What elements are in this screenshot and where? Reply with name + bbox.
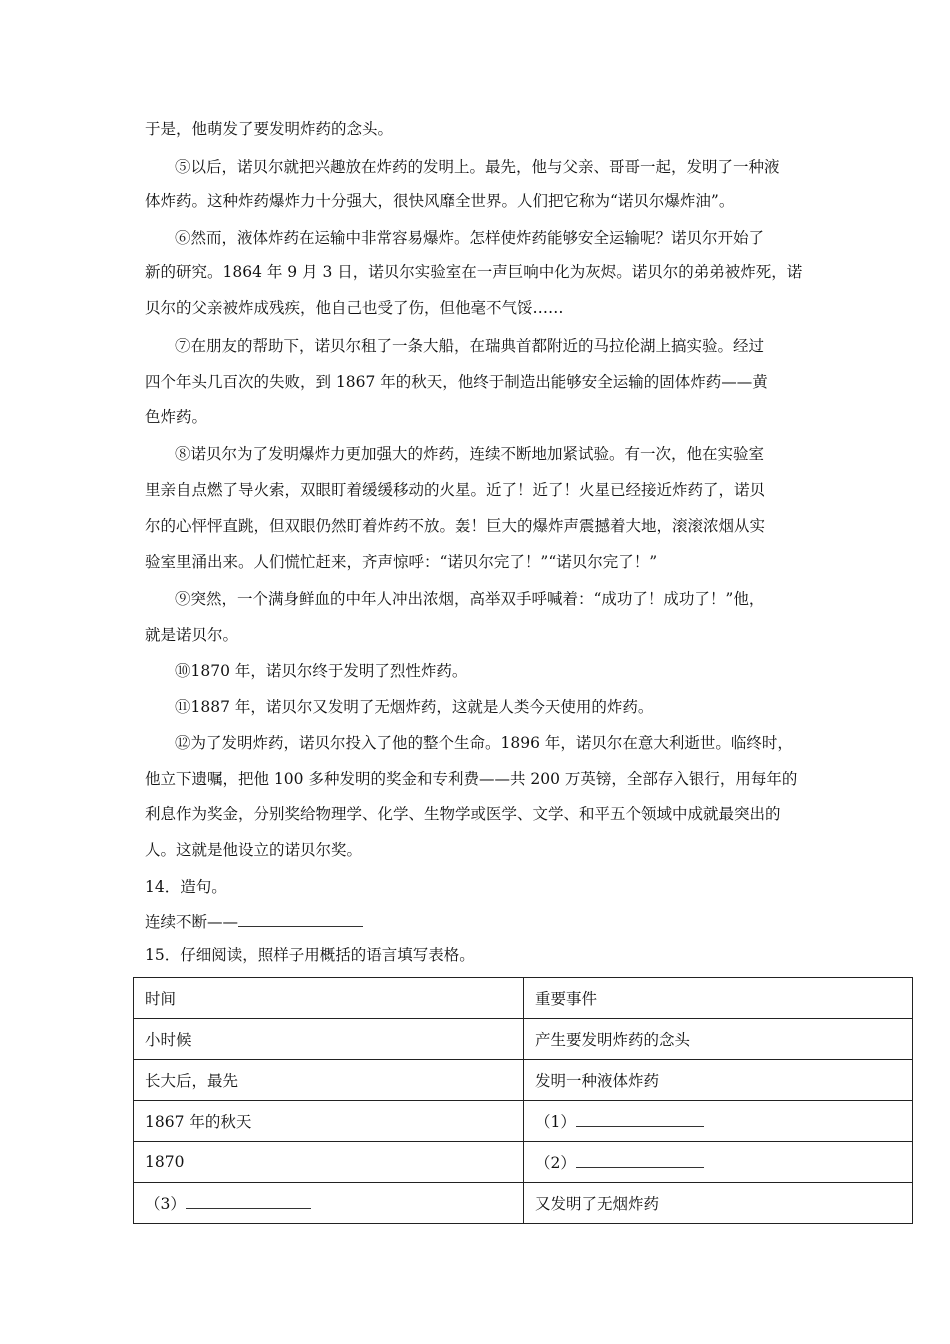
cell-time: 1867 年的秋天: [134, 1101, 524, 1142]
blank-1-label: （1）: [535, 1113, 576, 1131]
question-14-title: 14．造句。: [145, 878, 227, 896]
passage-paragraph-10: ⑩1870 年，诺贝尔终于发明了烈性炸药。: [175, 662, 468, 680]
question-15-title: 15．仔细阅读，照样子用概括的语言填写表格。: [145, 946, 475, 964]
passage-line: 利息作为奖金，分别奖给物理学、化学、生物学或医学、文学、和平五个领域中成就最突出的: [145, 805, 781, 823]
passage-line: 他立下遗嘱，把他 100 多种发明的奖金和专利费——共 200 万英镑，全部存入银行，用每年的: [145, 770, 798, 788]
events-table: [133, 977, 913, 1224]
passage-line: 于是，他萌发了要发明炸药的念头。: [145, 120, 394, 138]
question-14-answer-blank[interactable]: [238, 912, 363, 927]
passage-paragraph-9: ⑨突然，一个满身鲜血的中年人冲出浓烟，高举双手呼喊着：“成功了！成功了！”他，: [175, 590, 765, 608]
cell-time: 小时候: [134, 1019, 524, 1060]
blank-3-label: （3）: [145, 1195, 186, 1213]
table-row: [134, 1019, 913, 1060]
cell-event-blank-1: [524, 1101, 913, 1142]
header-time: 时间: [134, 978, 524, 1019]
passage-line: 体炸药。这种炸药爆炸力十分强大，很快风靡全世界。人们把它称为“诺贝尔爆炸油”。: [145, 192, 735, 210]
table-row: [134, 1142, 913, 1183]
cell-event-blank-2: [524, 1142, 913, 1183]
cell-time: 1870: [134, 1142, 524, 1183]
blank-3-answer[interactable]: [186, 1194, 311, 1209]
header-event: 重要事件: [524, 978, 913, 1019]
passage-paragraph-5: ⑤以后，诺贝尔就把兴趣放在炸药的发明上。最先，他与父亲、哥哥一起，发明了一种液: [175, 158, 780, 176]
blank-1-answer[interactable]: [576, 1112, 704, 1127]
passage-line: 验室里涌出来。人们慌忙赶来，齐声惊呼：“诺贝尔完了！”“诺贝尔完了！”: [145, 553, 658, 571]
table-row: [134, 1183, 913, 1224]
blank-2-label: （2）: [535, 1154, 576, 1172]
table-header-row: [134, 978, 913, 1019]
question-14-prompt-text: 连续不断——: [145, 913, 239, 931]
cell-event: 发明一种液体炸药: [524, 1060, 913, 1101]
passage-line: 色炸药。: [145, 408, 208, 426]
passage-line: 新的研究。1864 年 9 月 3 日，诺贝尔实验室在一声巨响中化为灰烬。诺贝尔的弟弟被炸死，诺: [145, 263, 803, 281]
table-row: [134, 1101, 913, 1142]
passage-line: 四个年头几百次的失败，到 1867 年的秋天，他终于制造出能够安全运输的固体炸药——黄: [145, 373, 768, 391]
passage-paragraph-6: ⑥然而，液体炸药在运输中非常容易爆炸。怎样使炸药能够安全运输呢？诺贝尔开始了: [175, 229, 765, 247]
passage-paragraph-12: ⑫为了发明炸药，诺贝尔投入了他的整个生命。1896 年，诺贝尔在意大利逝世。临终时，: [175, 734, 793, 752]
question-14-prompt: [145, 912, 363, 932]
cell-event: 产生要发明炸药的念头: [524, 1019, 913, 1060]
cell-time: 长大后，最先: [134, 1060, 524, 1101]
passage-line: 尔的心怦怦直跳，但双眼仍然盯着炸药不放。轰！巨大的爆炸声震撼着大地，滚滚浓烟从实: [145, 517, 766, 535]
cell-time-blank-3: [134, 1183, 524, 1224]
table-row: [134, 1060, 913, 1101]
passage-line: 贝尔的父亲被炸成残疾，他自己也受了伤，但他毫不气馁……: [145, 299, 564, 317]
passage-line: 就是诺贝尔。: [145, 626, 239, 644]
passage-paragraph-8: ⑧诺贝尔为了发明爆炸力更加强大的炸药，连续不断地加紧试验。有一次，他在实验室: [175, 445, 765, 463]
passage-line: 人。这就是他设立的诺贝尔奖。: [145, 841, 363, 859]
passage-line: 里亲自点燃了导火索，双眼盯着缓缓移动的火星。近了！近了！火星已经接近炸药了，诺贝: [145, 481, 766, 499]
passage-paragraph-11: ⑪1887 年，诺贝尔又发明了无烟炸药，这就是人类今天使用的炸药。: [175, 698, 654, 716]
passage-paragraph-7: ⑦在朋友的帮助下，诺贝尔租了一条大船，在瑞典首都附近的马拉伦湖上搞实验。经过: [175, 337, 765, 355]
cell-event: 又发明了无烟炸药: [524, 1183, 913, 1224]
blank-2-answer[interactable]: [576, 1153, 704, 1168]
